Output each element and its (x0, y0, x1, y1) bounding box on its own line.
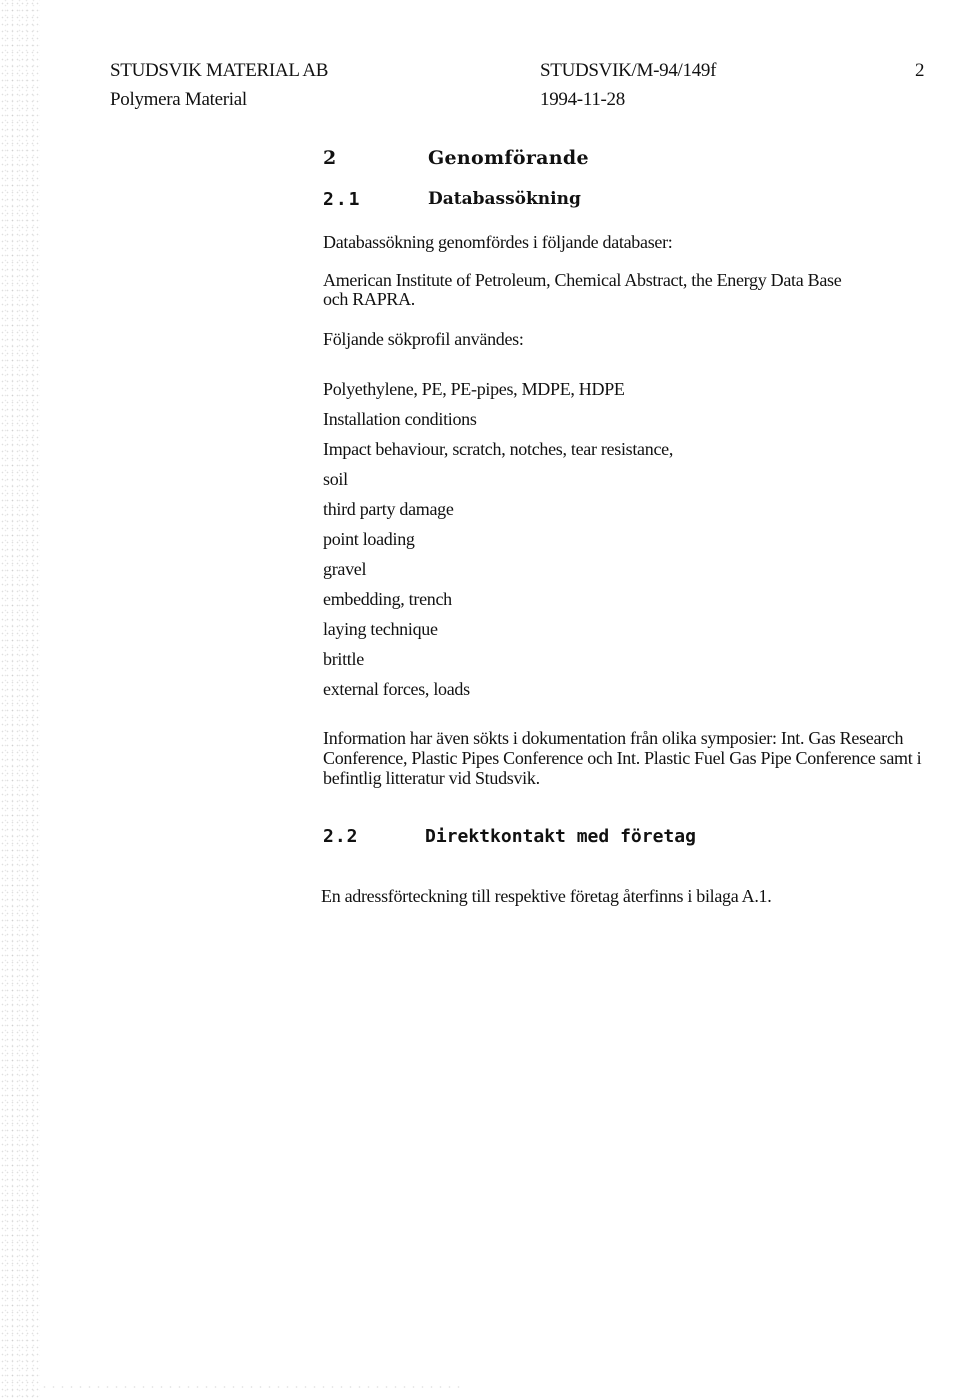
header-department: Polymera Material (110, 89, 247, 110)
search-profile-item: Installation conditions (323, 409, 477, 429)
databases-line-2: och RAPRA. (323, 289, 416, 309)
header-page-number: 2 (915, 60, 925, 81)
search-profile-item: soil (323, 469, 348, 489)
search-profile-item: point loading (323, 529, 415, 549)
search-profile-item: Polyethylene, PE, PE-pipes, MDPE, HDPE (323, 379, 625, 399)
section-title: Genomförande (428, 147, 589, 169)
address-list-text: En adressförteckning till respektive företag återfinns i bilaga A.1. (321, 886, 772, 906)
subsection-2-title: Direktkontakt med företag (425, 826, 696, 847)
header-date: 1994-11-28 (540, 89, 625, 110)
search-profile-intro: Följande sökprofil användes: (323, 329, 524, 349)
scan-noise-bottom (40, 1384, 460, 1390)
search-profile-item: gravel (323, 559, 367, 579)
search-profile-item: embedding, trench (323, 589, 452, 609)
subsection-2-number: 2.2 (323, 826, 359, 847)
header-company: STUDSVIK MATERIAL AB (110, 60, 329, 81)
search-profile-list (323, 378, 673, 708)
search-profile-item: external forces, loads (323, 679, 470, 699)
subsection-1-title: Databassökning (428, 189, 581, 209)
header-report-number: STUDSVIK/M-94/149f (540, 60, 717, 81)
databases-intro: Databassökning genomfördes i följande databaser: (323, 232, 673, 252)
databases-line-1: American Institute of Petroleum, Chemical Abstract, the Energy Data Base (323, 270, 842, 290)
search-profile-item: laying technique (323, 619, 438, 639)
section-number: 2 (323, 147, 337, 169)
search-profile-item: Impact behaviour, scratch, notches, tear resistance, (323, 439, 674, 459)
scan-noise-left-edge (0, 0, 40, 1398)
search-profile-item: brittle (323, 649, 364, 669)
subsection-1-number: 2.1 (323, 189, 362, 210)
search-profile-item: third party damage (323, 499, 454, 519)
symposia-paragraph: Information har även sökts i dokumentation från olika symposier: Int. Gas Research Conference, Plastic Pipes Conference och Int. Plastic Fuel Gas Pipe Conference samt i befintlig litteratur vid Studsvik. (323, 728, 922, 788)
